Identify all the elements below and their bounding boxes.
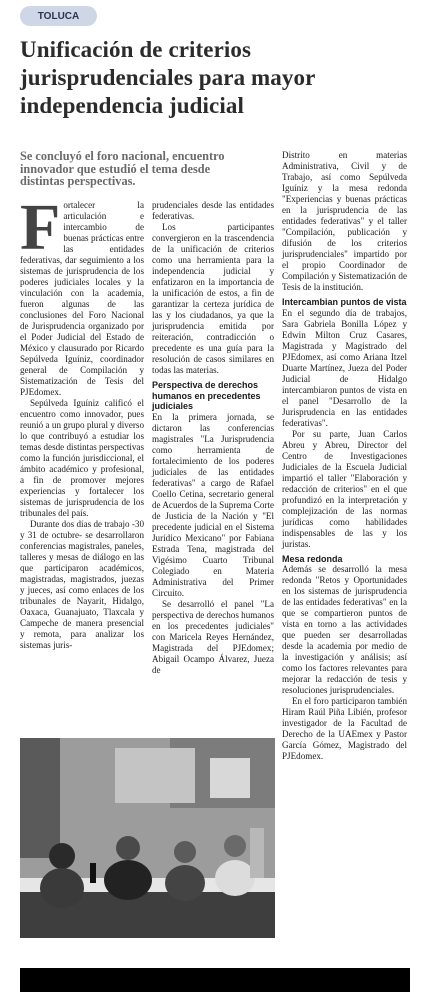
headline-line: jurisprudenciales para mayor [20,65,316,90]
headline-line: independencia judicial [20,93,244,118]
article-paragraph: Sepúlveda Iguíniz calificó el encuentro como innovador, pues reunió a un grupo plural y diverso lo que contribuyó a estudiar los temas desde distintas perspectivas como la función jurisdiccional, el ámbito académico y profesional, a fin de promover mejores experiencias y fortalecer los sistemas de jurisprudencia de los tribunales del país. [20,398,144,518]
article-paragraph: Se desarrolló el panel "La perspectiva de derechos humanos en los precedentes judiciales" con Maricela Reyes Hernández, Magistrada del PJEdomex; Abigail Ocampo Álvarez, Jueza de [152,598,274,675]
article-paragraph: prudenciales desde las entidades federativas. [152,200,274,221]
footer-bar [20,968,410,992]
article-paragraph: Por su parte, Juan Carlos Abreu y Abreu, Director del Centro de Investigaciones Judiciales de la Escuela Judicial impartió el taller "Elaboración y redacción de criterios" en el que profundizó en la interpretación y complejización de las normas jurídicas como habilidades indispensables de las y los juristas. [282,428,407,549]
article-paragraph: Distrito en materias Administrativa, Civil y de Trabajo, así como Sepúlveda Iguíniz y la mesa redonda "Experiencias y buenas prácticas en la jurisprudencia de las entidades federativas" y el taller "Compilación, publicación y difusión de los criterios jurisprudenciales" impartido por el propio Coordinador de Compilación y Sistematización de Tesis de la institución. [282,150,407,292]
article-paragraph: En el segundo día de trabajos, Sara Gabriela Bonilla López y Edwin Milton Cruz Casares, Magistrada y Magistrado del PJEdomex, así como Ariana Itzel Duarte Martínez, Jueza del Poder Judicial de Hidalgo intercambiaron puntos de vista en el panel "Desarrollo de la Jurisprudencia en las entidades federativas". [282,307,407,428]
section-subhead: Mesa redonda [282,553,343,564]
article-paragraph: Los participantes convergieron en la trascendencia de la unificación de criterios como una herramienta para la independencia judicial y enfatizaron en la importancia de la unificación de estos, a fin de garantizar la certeza jurídica de las y los ciudadanos, ya que la jurisprudencia emitida por reiteración, contradicción o precedente es una guía para la resolución de casos similares en todas las materias. [152,222,274,375]
article-paragraph: En la primera jornada, se dictaron las conferencias magistrales "La Jurisprudencia como herramienta de fortalecimiento de los poderes judiciales de las entidades federativas" a cargo de Rafael Coello Cetina, secretario general de Acuerdos de la Suprema Corte de Justicia de la Nación y "El precedente judicial en el Sistema Jurídico Mexicano" por Fabiana Estrada Tena, magistrada del Vigésimo Cuarto Tribunal Colegiado en Materia Administrativa del Primer Circuito. [152,411,274,598]
article-paragraph [20,191,144,398]
event-photo [20,738,275,938]
article-paragraph: Además se desarrolló la mesa redonda "Retos y Oportunidades en los sistemas de jurisprudencia de las entidades federativas" en la que se compartieron puntos de vista en torno a las actividades que pueden ser desarrolladas desde la academia por medio de la investigación y análisis; así como los factores relevantes para mejorar la redacción de tesis y resoluciones jurisprudenciales. [282,564,407,695]
section-subhead: Intercambian puntos de vista [282,297,407,307]
deck-line: innovador que estudió el tema desde [20,161,211,176]
headline [20,36,415,120]
deck-line: distintas perspectivas. [20,174,136,188]
headline-line: Unificación de criterios [20,37,252,62]
section-subhead: Perspectiva de derechos humanos en precedentes judiciales [152,380,261,411]
article-paragraph-text: ortalecer la articulación e intercambio de buenas prácticas entre las entidades federativas, dar seguimiento a los sistemas de jurisprudencia de los poderes judiciales locales y la vinculación con la academia, fueron algunas de las conclusiones del Foro Nacional de Jurisprudencia organizado por el Poder Judicial del Estado de México y clausurado por Ricardo Sepúlveda Iguíniz, coordinador general de Compilación y Sistematización de Tesis del PJEdomex. [20,200,144,397]
article-column-3 [282,150,407,762]
article-column-2 [152,200,274,676]
article-paragraph: En el foro participaron también Hiram Raúl Piña Libién, profesor investigador de la Facultad de Derecho de la UAEmex y Pastor García Gómez, Magistrado del PJEdomex. [282,696,407,761]
article-paragraph: Durante dos días de trabajo -30 y 31 de octubre- se desarrollaron conferencias magistrales, paneles, talleres y mesas de diálogo en las que participaron académicos, magistradas, magistrados, juezas y jueces, así como enlaces de los tribunales de Nayarit, Hidalgo, Oaxaca, Guanajuato, Tlaxcala y Campeche de manera presencial y remota, para analizar los sistemas juris- [20,519,144,650]
section-tag: TOLUCA [20,6,97,26]
article-column-1 [20,191,144,651]
event-photo-illustration [20,738,275,938]
deck-subtitle [20,150,290,188]
drop-cap: F [20,191,61,264]
deck-line: Se concluyó el foro nacional, encuentro [20,149,225,163]
